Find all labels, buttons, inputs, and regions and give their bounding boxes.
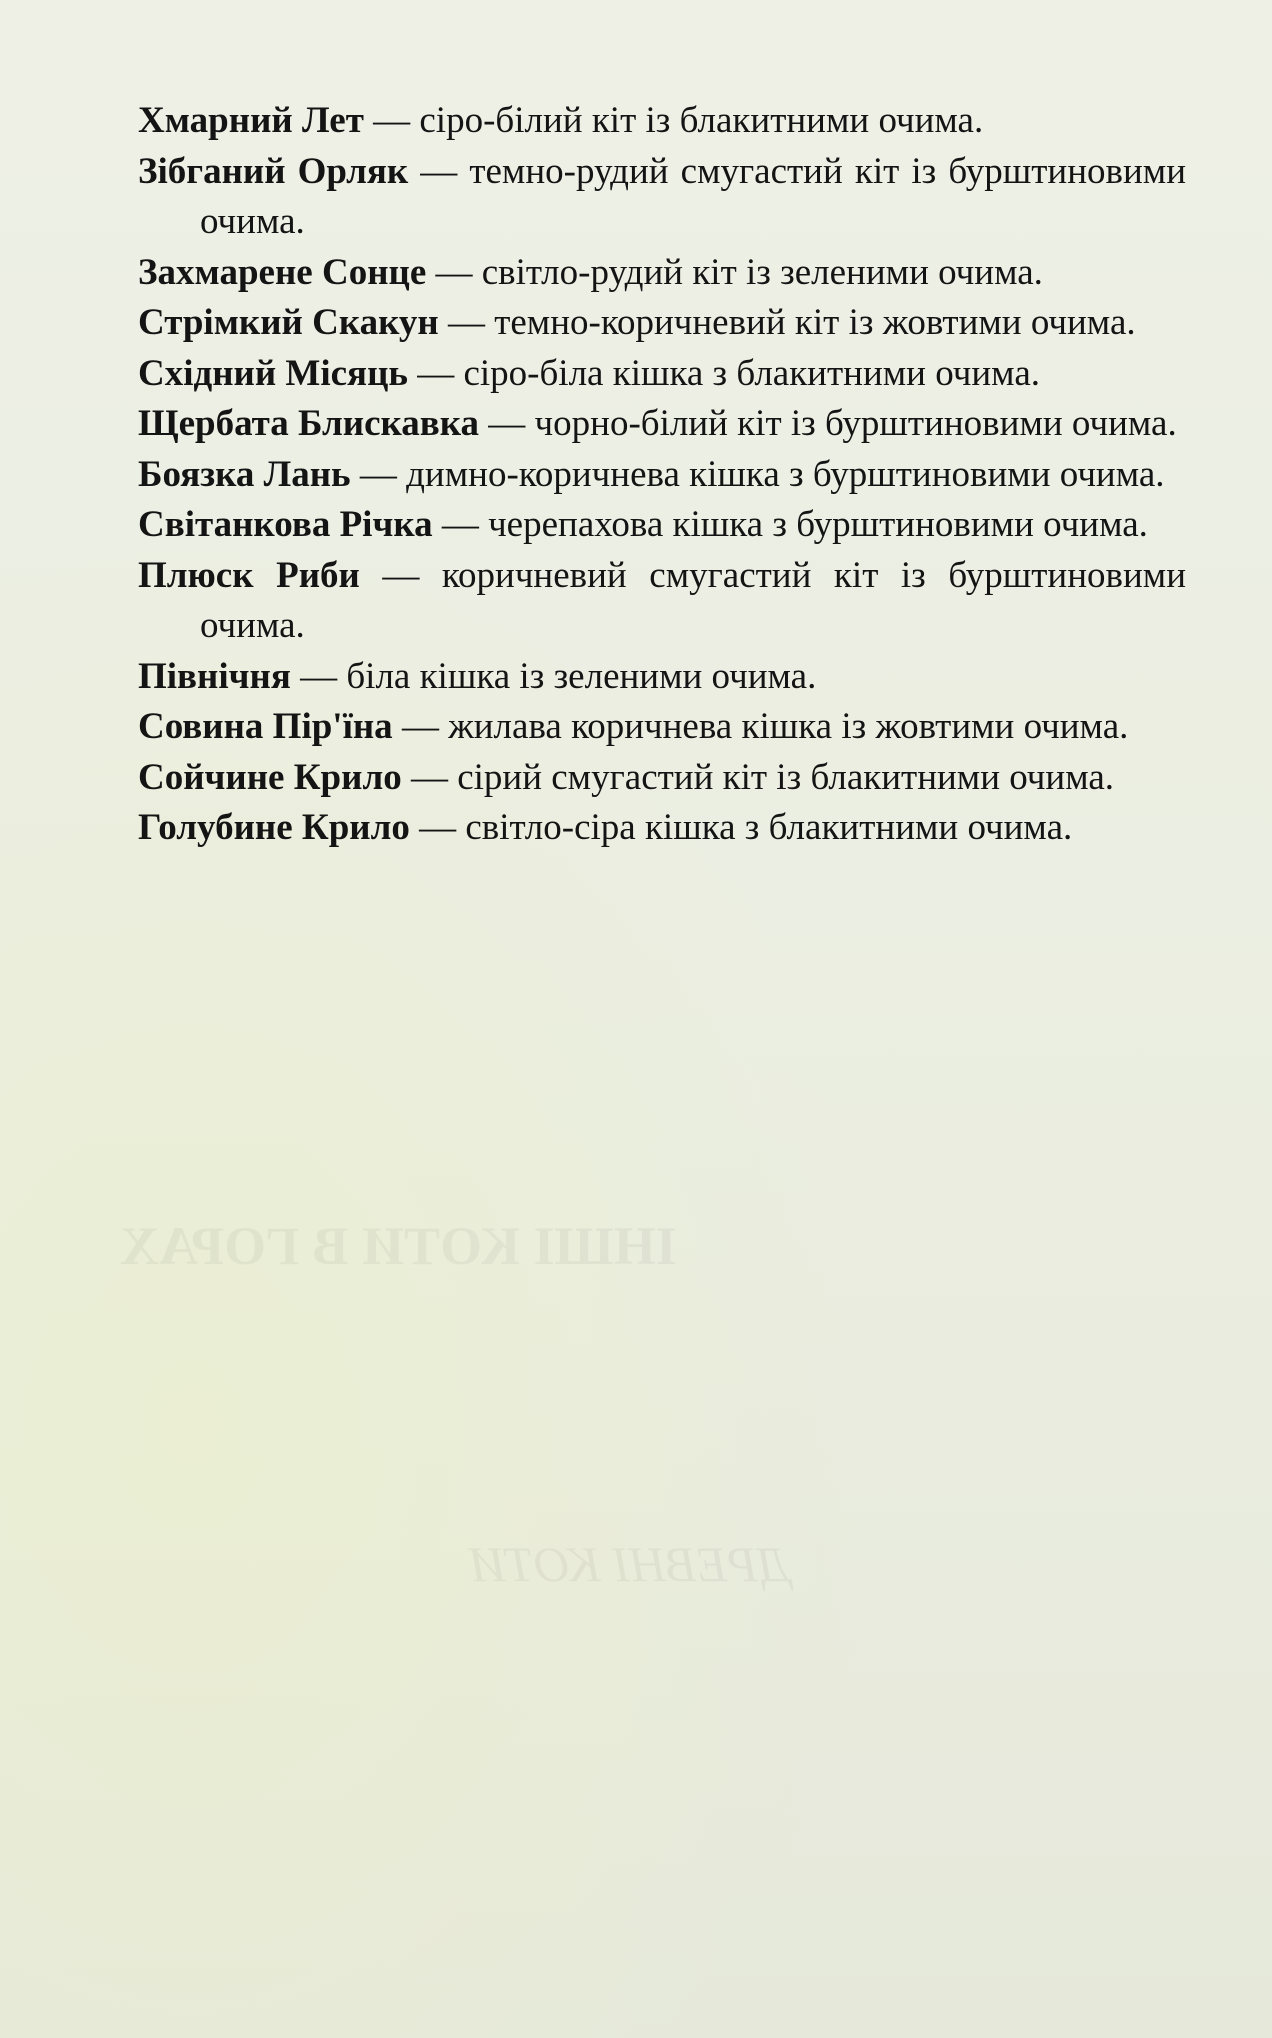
cat-entry	[138, 702, 1186, 753]
cat-entry	[138, 399, 1186, 450]
bleed-through-text	[120, 1215, 677, 1277]
cat-description: — сіро-біла кішка з блакитними очима.	[407, 352, 1041, 394]
cat-entry	[138, 450, 1186, 501]
cat-name: Совина Пір'їна	[138, 706, 393, 747]
cat-name: Сойчине Крило	[138, 756, 402, 798]
cat-description: — сірий смугастий кіт із блакитними очима.	[401, 756, 1115, 798]
cat-name: Світанкова Річка	[138, 504, 433, 545]
cat-entry	[138, 147, 1186, 248]
cat-description: — коричневий смугастий кіт із бурштиновими очима.	[200, 554, 1186, 646]
cat-entry	[138, 551, 1186, 652]
cat-list	[138, 96, 1186, 854]
cat-name: Голубине Крило	[138, 807, 410, 848]
cat-name: Плюск Риби	[138, 554, 360, 596]
cat-description: — біла кішка із зеленими очима.	[290, 655, 817, 697]
cat-name: Боязка Лань	[138, 453, 351, 495]
bleed-through-text	[470, 1535, 790, 1593]
cat-name: Зібганий Орляк	[138, 150, 409, 192]
cat-name: Щербата Блискавка	[138, 403, 480, 444]
cat-description: — димно-коричнева кішка з бурштиновими очима.	[350, 453, 1165, 495]
cat-name: Стрімкий Скакун	[138, 302, 439, 343]
cat-description: — сіро-білий кіт із блакитними очима.	[363, 100, 984, 141]
cat-description: — світло-рудий кіт із зеленими очима.	[426, 251, 1043, 293]
cat-entry	[138, 803, 1186, 854]
cat-entry	[138, 298, 1186, 349]
cat-entry	[138, 753, 1186, 804]
cat-entry	[138, 652, 1186, 703]
cat-entry	[138, 349, 1186, 400]
cat-description: — темно-коричневий кіт із жовтими очима.	[438, 302, 1136, 343]
cat-description: — жилава коричнева кішка із жовтими очима.	[392, 706, 1129, 747]
cat-entry	[138, 96, 1186, 147]
cat-name: Північня	[138, 655, 291, 697]
cat-description: — черепахова кішка з бурштиновими очима.	[432, 504, 1148, 545]
cat-name: Хмарний Лет	[138, 100, 364, 141]
cat-description: — темно-рудий смугастий кіт із бурштиновими очима.	[200, 150, 1186, 242]
cat-entry	[138, 500, 1186, 551]
cat-description: — світло-сіра кішка з блакитними очима.	[409, 807, 1073, 848]
cat-name: Захмарене Сонце	[138, 251, 427, 293]
cat-description: — чорно-білий кіт із бурштиновими очима.	[479, 403, 1177, 444]
cat-name: Східний Місяць	[138, 352, 408, 394]
cat-entry	[138, 248, 1186, 299]
